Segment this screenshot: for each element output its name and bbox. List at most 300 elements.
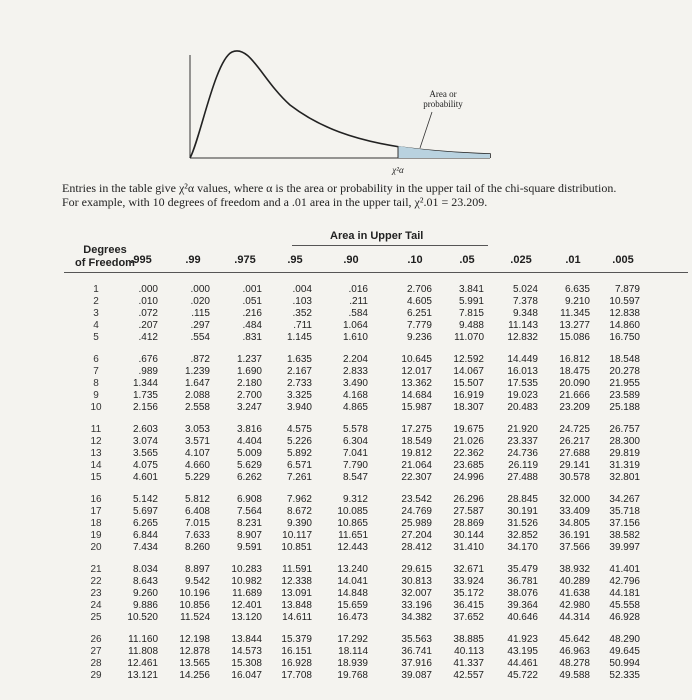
df-cell: 15	[90, 472, 102, 483]
alpha-4-cell: 7.790	[342, 460, 368, 471]
alpha-6-cell: 16.919	[453, 390, 484, 401]
df-cell: 3	[93, 308, 99, 319]
alpha-9-cell: 16.750	[609, 332, 640, 343]
alpha-5-cell: 9.236	[406, 332, 432, 343]
alpha-1-cell: 1.647	[184, 378, 210, 389]
alpha-1-cell: .297	[190, 320, 210, 331]
alpha-8-cell: 13.277	[559, 320, 590, 331]
df-cell: 18	[90, 518, 102, 529]
alpha-3-cell: 3.325	[286, 390, 312, 401]
alpha-4-cell: 1.610	[342, 332, 368, 343]
alpha-6-cell: 40.113	[454, 646, 484, 657]
alpha-1-cell: 4.107	[184, 448, 210, 459]
alpha-9-cell: 50.994	[609, 658, 640, 669]
area-header-rule	[292, 245, 488, 246]
alpha-header: .995	[130, 254, 152, 266]
df-cell: 21	[90, 564, 102, 575]
alpha-5-cell: 36.741	[401, 646, 432, 657]
alpha-7-cell: 45.722	[507, 670, 538, 681]
alpha-5-cell: 35.563	[401, 634, 432, 645]
alpha-5-column	[382, 284, 432, 682]
alpha-4-cell: 11.651	[338, 530, 368, 541]
alpha-7-cell: 34.170	[507, 542, 538, 553]
alpha-7-cell: 36.781	[507, 576, 538, 587]
alpha-5-cell: 19.812	[401, 448, 432, 459]
alpha-3-cell: 6.571	[286, 460, 312, 471]
alpha-0-cell: .072	[138, 308, 158, 319]
alpha-8-cell: 6.635	[564, 284, 590, 295]
alpha-5-cell: 21.064	[401, 460, 432, 471]
alpha-8-cell: 24.725	[559, 424, 590, 435]
caption-line1: Entries in the table give χ²α values, where α is the area or probability in the upper tail of the chi-square distribution.	[62, 181, 617, 195]
alpha-0-cell: 6.265	[132, 518, 158, 529]
alpha-8-cell: 16.812	[559, 354, 590, 365]
alpha-7-cell: 5.024	[512, 284, 538, 295]
alpha-2-cell: 16.047	[231, 670, 262, 681]
alpha-1-cell: 10.196	[179, 588, 210, 599]
alpha-2-cell: 5.009	[236, 448, 262, 459]
alpha-7-cell: 17.535	[507, 378, 538, 389]
df-cell: 9	[93, 390, 99, 401]
df-header-line2: of Freedom	[75, 257, 135, 269]
df-cell: 2	[93, 296, 99, 307]
alpha-2-cell: 8.231	[236, 518, 262, 529]
alpha-5-cell: 18.549	[401, 436, 432, 447]
alpha-1-cell: .872	[190, 354, 210, 365]
alpha-4-cell: 18.114	[338, 646, 368, 657]
alpha-4-cell: 2.204	[342, 354, 368, 365]
alpha-9-cell: 28.300	[609, 436, 640, 447]
alpha-6-cell: 24.996	[453, 472, 484, 483]
df-cell: 16	[90, 494, 102, 505]
alpha-2-cell: 11.689	[232, 588, 262, 599]
alpha-1-cell: 4.660	[184, 460, 210, 471]
alpha-4-cell: 4.865	[342, 402, 368, 413]
alpha-9-cell: 29.819	[609, 448, 640, 459]
df-cell: 12	[90, 436, 102, 447]
alpha-1-cell: 2.088	[184, 390, 210, 401]
alpha-3-cell: 2.167	[286, 366, 312, 377]
alpha-8-cell: 38.932	[559, 564, 590, 575]
alpha-0-cell: 4.601	[132, 472, 158, 483]
alpha-2-cell: 7.564	[236, 506, 262, 517]
alpha-5-cell: 28.412	[401, 542, 432, 553]
alpha-6-cell: 14.067	[453, 366, 484, 377]
alpha-2-cell: 1.237	[236, 354, 262, 365]
alpha-5-cell: 39.087	[401, 670, 432, 681]
alpha-1-cell: .554	[190, 332, 210, 343]
alpha-0-cell: 5.142	[132, 494, 158, 505]
alpha-1-cell: 10.856	[179, 600, 210, 611]
alpha-0-cell: 8.643	[132, 576, 158, 587]
alpha-2-cell: 6.908	[236, 494, 262, 505]
alpha-9-cell: 18.548	[609, 354, 640, 365]
alpha-5-cell: 37.916	[401, 658, 432, 669]
alpha-5-cell: 7.779	[406, 320, 432, 331]
caption	[62, 181, 688, 209]
alpha-8-cell: 29.141	[559, 460, 590, 471]
alpha-2-cell: 6.262	[236, 472, 262, 483]
header-rule	[64, 272, 688, 273]
alpha-2-cell: .484	[242, 320, 262, 331]
alpha-4-cell: 4.168	[342, 390, 368, 401]
alpha-5-cell: 2.706	[406, 284, 432, 295]
alpha-3-cell: 10.117	[282, 530, 312, 541]
alpha-5-cell: 13.362	[401, 378, 432, 389]
alpha-2-cell: .831	[242, 332, 262, 343]
df-cell: 7	[93, 366, 99, 377]
alpha-6-cell: 19.675	[453, 424, 484, 435]
alpha-1-cell: 7.015	[184, 518, 210, 529]
alpha-7-cell: 9.348	[512, 308, 538, 319]
alpha-8-cell: 37.566	[559, 542, 590, 553]
alpha-8-column	[540, 284, 590, 682]
alpha-3-cell: .352	[292, 308, 312, 319]
alpha-7-cell: 31.526	[507, 518, 538, 529]
alpha-1-cell: 13.565	[179, 658, 210, 669]
df-cell: 1	[93, 284, 99, 295]
alpha-5-cell: 24.769	[401, 506, 432, 517]
alpha-7-cell: 35.479	[507, 564, 538, 575]
alpha-4-cell: .211	[349, 296, 368, 307]
alpha-0-column	[108, 284, 158, 682]
alpha-3-cell: 5.226	[286, 436, 312, 447]
alpha-1-cell: .020	[190, 296, 210, 307]
alpha-9-cell: 34.267	[609, 494, 640, 505]
alpha-header: .975	[234, 254, 256, 266]
alpha-5-cell: 17.275	[401, 424, 432, 435]
alpha-7-cell: 32.852	[507, 530, 538, 541]
alpha-3-cell: 2.733	[286, 378, 312, 389]
df-cell: 27	[90, 646, 102, 657]
alpha-7-cell: 30.191	[507, 506, 538, 517]
alpha-2-cell: .051	[242, 296, 262, 307]
alpha-0-cell: 13.121	[127, 670, 158, 681]
alpha-3-cell: 13.848	[281, 600, 312, 611]
alpha-4-cell: 10.085	[337, 506, 368, 517]
alpha-6-cell: 28.869	[453, 518, 484, 529]
alpha-4-cell: 14.041	[337, 576, 368, 587]
alpha-9-cell: 31.319	[609, 460, 640, 471]
alpha-6-cell: 27.587	[453, 506, 484, 517]
alpha-header: .005	[612, 254, 634, 266]
alpha-6-cell: 22.362	[453, 448, 484, 459]
alpha-1-cell: 11.524	[180, 612, 210, 623]
alpha-0-cell: 1.344	[132, 378, 158, 389]
alpha-9-cell: 52.335	[609, 670, 640, 681]
alpha-7-cell: 14.449	[507, 354, 538, 365]
df-cell: 4	[93, 320, 99, 331]
alpha-7-cell: 40.646	[507, 612, 538, 623]
alpha-7-cell: 19.023	[507, 390, 538, 401]
alpha-3-cell: 1.635	[286, 354, 312, 365]
alpha-4-cell: .016	[348, 284, 368, 295]
alpha-4-cell: .584	[348, 308, 368, 319]
alpha-4-cell: 6.304	[342, 436, 368, 447]
df-cell: 17	[90, 506, 102, 517]
alpha-0-cell: .000	[138, 284, 158, 295]
alpha-8-cell: 32.000	[559, 494, 590, 505]
alpha-7-cell: 12.832	[507, 332, 538, 343]
alpha-0-cell: 5.697	[132, 506, 158, 517]
alpha-9-cell: 14.860	[609, 320, 640, 331]
alpha-7-cell: 44.461	[507, 658, 538, 669]
alpha-0-cell: 3.565	[132, 448, 158, 459]
alpha-0-cell: 12.461	[127, 658, 158, 669]
alpha-0-cell: 8.034	[132, 564, 158, 575]
alpha-0-cell: 1.735	[132, 390, 158, 401]
alpha-3-cell: 11.591	[282, 564, 312, 575]
alpha-4-cell: 15.659	[337, 600, 368, 611]
df-cell: 29	[90, 670, 102, 681]
alpha-1-cell: 7.633	[184, 530, 210, 541]
df-cell: 6	[93, 354, 99, 365]
alpha-9-cell: 35.718	[609, 506, 640, 517]
alpha-3-cell: 7.261	[286, 472, 312, 483]
alpha-2-cell: 15.308	[231, 658, 262, 669]
alpha-2-cell: 5.629	[236, 460, 262, 471]
alpha-5-cell: 30.813	[401, 576, 432, 587]
area-label-line2: probability	[423, 99, 463, 109]
alpha-3-cell: 15.379	[281, 634, 312, 645]
alpha-0-cell: .676	[138, 354, 158, 365]
alpha-2-cell: 13.120	[231, 612, 262, 623]
alpha-header: .90	[343, 254, 359, 266]
alpha-3-cell: 5.892	[286, 448, 312, 459]
alpha-4-cell: 2.833	[342, 366, 368, 377]
alpha-0-cell: 2.603	[132, 424, 158, 435]
alpha-9-cell: 46.928	[609, 612, 640, 623]
alpha-7-cell: 16.013	[507, 366, 538, 377]
alpha-3-cell: .103	[292, 296, 312, 307]
alpha-4-cell: 14.848	[337, 588, 368, 599]
alpha-0-cell: 6.844	[132, 530, 158, 541]
alpha-3-cell: 17.708	[281, 670, 312, 681]
alpha-1-cell: 14.256	[179, 670, 210, 681]
alpha-8-cell: 49.588	[559, 670, 590, 681]
alpha-0-cell: 11.160	[128, 634, 158, 645]
alpha-header: .95	[287, 254, 303, 266]
alpha-2-cell: 2.700	[236, 390, 262, 401]
alpha-1-cell: 5.229	[184, 472, 210, 483]
alpha-0-cell: .010	[138, 296, 158, 307]
alpha-9-cell: 32.801	[609, 472, 640, 483]
df-cell: 23	[90, 588, 102, 599]
alpha-header: .10	[407, 254, 423, 266]
area-label-line1: Area or	[429, 89, 457, 99]
alpha-3-cell: .711	[293, 320, 312, 331]
alpha-0-cell: 9.260	[132, 588, 158, 599]
alpha-1-cell: 8.260	[184, 542, 210, 553]
alpha-6-cell: 33.924	[453, 576, 484, 587]
alpha-3-cell: 16.151	[281, 646, 312, 657]
alpha-0-cell: 2.156	[132, 402, 158, 413]
alpha-8-cell: 20.090	[559, 378, 590, 389]
alpha-6-cell: 23.685	[453, 460, 484, 471]
alpha-0-cell: .989	[138, 366, 158, 377]
alpha-0-cell: 9.886	[132, 600, 158, 611]
alpha-header: .99	[185, 254, 201, 266]
alpha-2-cell: 3.247	[236, 402, 262, 413]
alpha-1-cell: 2.558	[184, 402, 210, 413]
alpha-6-cell: 35.172	[453, 588, 484, 599]
alpha-6-cell: 11.070	[454, 332, 484, 343]
alpha-3-cell: 8.672	[286, 506, 312, 517]
alpha-6-cell: 41.337	[453, 658, 484, 669]
alpha-4-cell: 7.041	[342, 448, 368, 459]
alpha-3-cell: 4.575	[286, 424, 312, 435]
alpha-6-cell: 26.296	[453, 494, 484, 505]
alpha-4-cell: 19.768	[337, 670, 368, 681]
alpha-6-cell: 18.307	[453, 402, 484, 413]
alpha-7-cell: 21.920	[507, 424, 538, 435]
alpha-6-cell: 42.557	[453, 670, 484, 681]
df-cell: 8	[93, 378, 99, 389]
alpha-1-cell: 8.897	[184, 564, 210, 575]
alpha-8-cell: 21.666	[559, 390, 590, 401]
alpha-5-cell: 15.987	[401, 402, 432, 413]
area-header: Area in Upper Tail	[330, 230, 424, 242]
alpha-8-cell: 46.963	[559, 646, 590, 657]
alpha-8-cell: 40.289	[559, 576, 590, 587]
alpha-8-cell: 11.345	[560, 308, 590, 319]
alpha-6-cell: 31.410	[453, 542, 484, 553]
alpha-2-cell: 4.404	[236, 436, 262, 447]
df-cell: 10	[90, 402, 102, 413]
alpha-5-cell: 32.007	[401, 588, 432, 599]
alpha-3-cell: 12.338	[281, 576, 312, 587]
df-cell: 20	[90, 542, 102, 553]
alpha-0-cell: 10.520	[127, 612, 158, 623]
alpha-8-cell: 9.210	[564, 296, 590, 307]
alpha-3-cell: 9.390	[286, 518, 312, 529]
alpha-2-cell: .216	[242, 308, 262, 319]
alpha-1-cell: .000	[190, 284, 210, 295]
alpha-8-cell: 41.638	[559, 588, 590, 599]
df-cell: 19	[90, 530, 102, 541]
alpha-0-cell: 4.075	[132, 460, 158, 471]
df-cell: 11	[90, 424, 102, 435]
alpha-header: .025	[510, 254, 532, 266]
alpha-3-cell: 16.928	[281, 658, 312, 669]
alpha-7-cell: 43.195	[507, 646, 538, 657]
alpha-7-cell: 39.364	[507, 600, 538, 611]
alpha-6-cell: 21.026	[453, 436, 484, 447]
alpha-1-column	[160, 284, 210, 682]
alpha-3-cell: 1.145	[286, 332, 312, 343]
alpha-5-cell: 12.017	[401, 366, 432, 377]
alpha-5-cell: 29.615	[401, 564, 432, 575]
df-cell: 28	[90, 658, 102, 669]
alpha-4-cell: 8.547	[342, 472, 368, 483]
alpha-8-cell: 18.475	[559, 366, 590, 377]
alpha-0-cell: .412	[138, 332, 158, 343]
alpha-8-cell: 48.278	[559, 658, 590, 669]
alpha-3-cell: 14.611	[282, 612, 312, 623]
alpha-9-cell: 39.997	[609, 542, 640, 553]
alpha-9-cell: 26.757	[609, 424, 640, 435]
df-header-line1: Degrees	[83, 244, 127, 256]
alpha-8-cell: 15.086	[559, 332, 590, 343]
alpha-5-cell: 33.196	[401, 600, 432, 611]
alpha-5-cell: 4.605	[406, 296, 432, 307]
alpha-header: .05	[459, 254, 475, 266]
df-cell: 26	[90, 634, 102, 645]
area-pointer	[420, 112, 432, 148]
caption-line2: For example, with 10 degrees of freedom and a .01 area in the upper tail, χ².01 = 23.209.	[62, 195, 488, 209]
alpha-5-cell: 14.684	[401, 390, 432, 401]
alpha-9-cell: 20.278	[609, 366, 640, 377]
alpha-4-cell: 18.939	[337, 658, 368, 669]
alpha-6-cell: 9.488	[458, 320, 484, 331]
alpha-5-cell: 22.307	[401, 472, 432, 483]
alpha-6-cell: 15.507	[453, 378, 484, 389]
alpha-2-cell: .001	[242, 284, 262, 295]
alpha-4-cell: 5.578	[342, 424, 368, 435]
alpha-1-cell: 1.239	[184, 366, 210, 377]
alpha-6-cell: 7.815	[458, 308, 484, 319]
alpha-3-cell: 7.962	[286, 494, 312, 505]
alpha-8-cell: 34.805	[559, 518, 590, 529]
df-cell: 5	[93, 332, 99, 343]
df-cell: 22	[90, 576, 102, 587]
alpha-1-cell: 3.571	[184, 436, 210, 447]
alpha-6-cell: 32.671	[453, 564, 484, 575]
alpha-9-cell: 25.188	[609, 402, 640, 413]
alpha-header: .01	[565, 254, 581, 266]
alpha-9-cell: 45.558	[609, 600, 640, 611]
alpha-9-cell: 44.181	[609, 588, 640, 599]
alpha-2-cell: 10.982	[231, 576, 262, 587]
alpha-5-cell: 23.542	[401, 494, 432, 505]
alpha-4-cell: 3.490	[342, 378, 368, 389]
alpha-9-cell: 48.290	[609, 634, 640, 645]
alpha-0-cell: .207	[138, 320, 158, 331]
alpha-1-cell: 9.542	[184, 576, 210, 587]
alpha-4-cell: 10.865	[337, 518, 368, 529]
alpha-3-cell: 13.091	[281, 588, 312, 599]
alpha-9-cell: 10.597	[609, 296, 640, 307]
alpha-8-cell: 33.409	[559, 506, 590, 517]
alpha-2-cell: 8.907	[236, 530, 262, 541]
alpha-6-cell: 38.885	[453, 634, 484, 645]
alpha-2-cell: 14.573	[231, 646, 262, 657]
alpha-4-cell: 12.443	[337, 542, 368, 553]
alpha-6-cell: 30.144	[453, 530, 484, 541]
alpha-8-cell: 36.191	[559, 530, 590, 541]
alpha-6-cell: 12.592	[453, 354, 484, 365]
chi-square-distribution-figure	[0, 0, 692, 180]
alpha-5-cell: 10.645	[401, 354, 432, 365]
alpha-8-cell: 26.217	[559, 436, 590, 447]
df-cell: 14	[90, 460, 102, 471]
alpha-5-cell: 34.382	[401, 612, 432, 623]
alpha-7-cell: 20.483	[507, 402, 538, 413]
alpha-4-cell: 9.312	[342, 494, 368, 505]
alpha-2-column	[212, 284, 262, 682]
df-column	[85, 284, 107, 682]
alpha-7-cell: 26.119	[508, 460, 538, 471]
alpha-4-column	[318, 284, 368, 682]
alpha-2-cell: 1.690	[236, 366, 262, 377]
alpha-5-cell: 27.204	[401, 530, 432, 541]
alpha-2-cell: 12.401	[231, 600, 262, 611]
alpha-1-cell: 6.408	[184, 506, 210, 517]
df-cell: 25	[90, 612, 102, 623]
alpha-7-column	[488, 284, 538, 682]
alpha-0-cell: 3.074	[132, 436, 158, 447]
alpha-6-cell: 3.841	[458, 284, 484, 295]
